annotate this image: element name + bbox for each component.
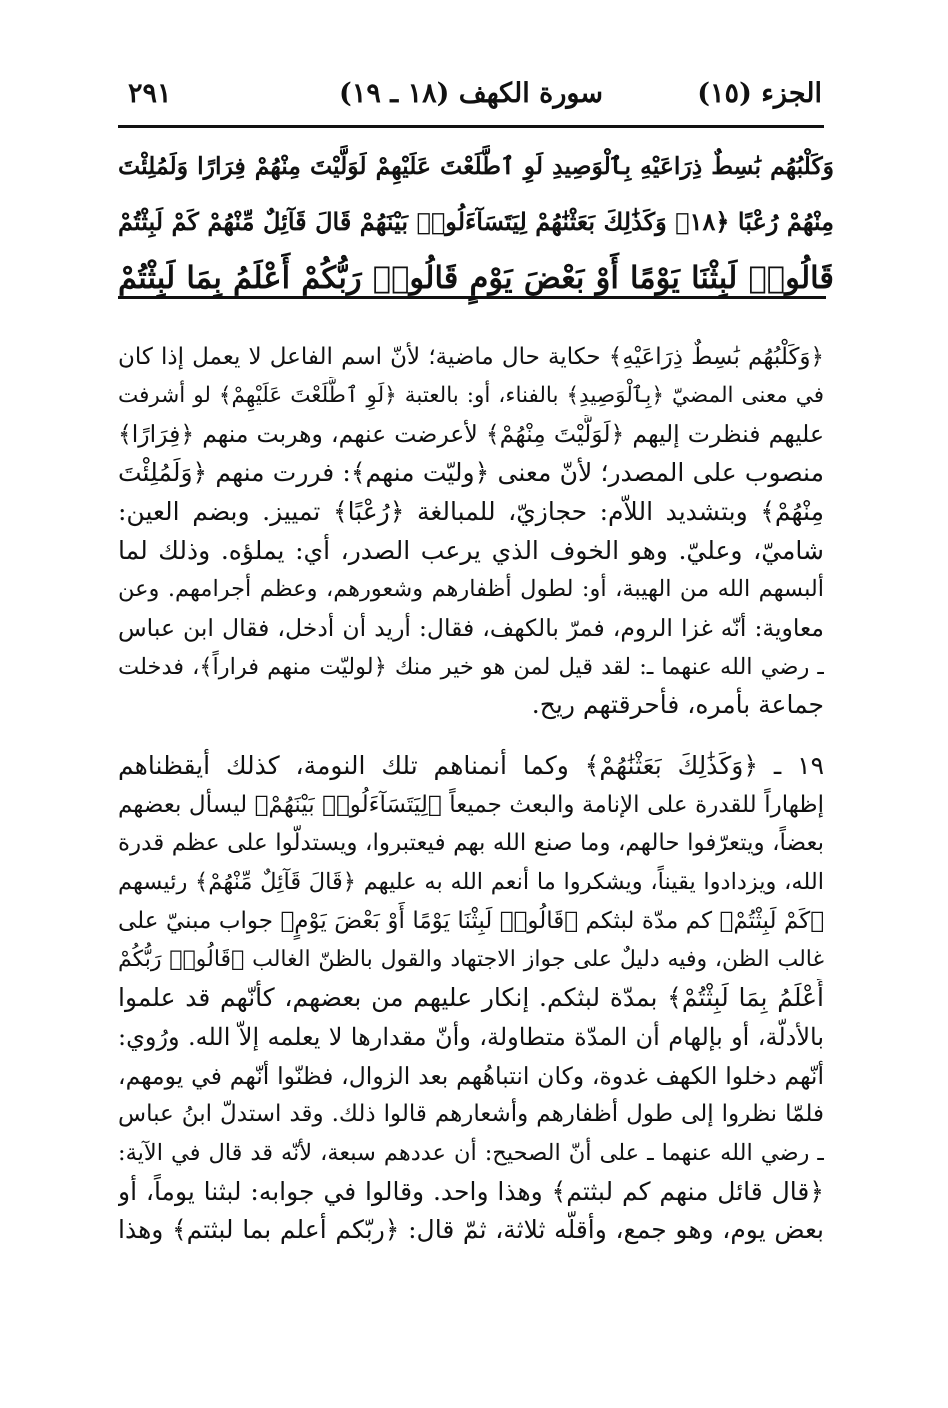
commentary-paragraph-2 <box>118 747 824 1250</box>
text-line: في معنى المضيّ ﴿بِٱلْوَصِيدِ﴾ بالفناء، أو: بالعتبة ﴿لَوِ ٱطَّلَعْتَ عَلَيْهِمْ﴾ لو أشرفت <box>118 382 824 408</box>
commentary-paragraph-1 <box>118 338 824 725</box>
page-number: ٢٩١ <box>128 78 172 109</box>
verse-divider <box>118 296 826 299</box>
text-line: ألبسهم الله من الهيبة، أو: لطول أظفارهم وشعورهم، وعظم أجرامهم. وعن <box>118 576 824 603</box>
quran-line: قَالُوا۟ لَبِثْنَا يَوْمًا أَوْ بَعْضَ يَوْمٍ قَالُوا۟ رَبُّكُمْ أَعْلَمُ بِمَا لَبِثْتُمْ <box>118 260 834 296</box>
quran-line: مِنْهُمْ رُعْبًا ﴿١٨﴾ وَكَذَٰلِكَ بَعَثْنَٰهُمْ لِيَتَسَآءَلُوا۟ بَيْنَهُمْ قَالَ قَآئِلٌ مِّنْهُمْ كَمْ لَبِثْتُمْ <box>118 207 834 236</box>
paragraph-gap <box>118 725 824 747</box>
text-line: بالأدلّة، أو بإلهام أن المدّة متطاولة، وأنّ مقدارها لا يعلمه إلاّ الله. ورُوي: <box>118 1022 824 1051</box>
text-line: منصوب على المصدر؛ لأنّ معنى ﴿وليّت منهم﴾: فررت منهم ﴿وَلَمُلِئْتَ <box>118 458 824 488</box>
text-line: ١٩ ـ ﴿وَكَذَٰلِكَ بَعَثْنَٰهُمْ﴾ وكما أنمناهم تلك النومة، كذلك أيقظناهم <box>118 751 824 781</box>
text-line: بعض يوم، وهو جمع، وأقلّه ثلاثة، ثمّ قال: ﴿ربّكم أعلم بما لبثتم﴾ وهذا <box>118 1215 824 1245</box>
text-line: أنّهم دخلوا الكهف غدوة، وكان انتباهُهم بعد الزوال، فظنّوا أنّهم في يومهم، <box>118 1061 824 1090</box>
text-line: جماعة بأمره، فأحرقتهم ريح. <box>531 690 824 720</box>
text-line: ـ رضي الله عنهما ـ على أنّ الصحيح: أن عددهم سبعة، لأنّه قد قال في الآية: <box>118 1140 824 1167</box>
text-line: ﴿كَمْ لَبِثْتُمْ﴾ كم مدّة لبثكم ﴿قَالُوا۟ لَبِثْنَا يَوْمًا أَوْ بَعْضَ يَوْمٍ﴾ جواب مبنيّ على <box>118 907 824 934</box>
text-line: شاميّ، وعليّ. وهو الخوف الذي يرعب الصدر، أي: يملؤه. وذلك لما <box>118 535 824 565</box>
commentary-body <box>118 338 824 1250</box>
quran-verse-block <box>118 138 834 306</box>
text-line: ﴿قال قائل منهم كم لبثتم﴾ وهذا واحد. وقالوا في جوابه: لبثنا يوماً، أو <box>118 1176 824 1206</box>
text-line: إظهاراً للقدرة على الإنامة والبعث جميعاً ﴿لِيَتَسَآءَلُوا۟ بَيْنَهُمْ﴾ ليسأل بعضهم <box>118 791 824 818</box>
text-line: أَعْلَمُ بِمَا لَبِثْتُمْ﴾ بمدّة لبثكم. إنكار عليهم من بعضهم، كأنّهم قد علموا <box>118 983 824 1013</box>
text-line: معاوية: أنّه غزا الروم، فمرّ بالكهف، فقال: أريد أن أدخل، فقال ابن عباس <box>118 613 824 642</box>
text-line: عليهم فنظرت إليهم ﴿لَوَلَّيْتَ مِنْهُمْ﴾ لأعرضت عنهم، وهربت منهم ﴿فِرَارًا﴾ <box>118 420 824 449</box>
surah-title: سورة الكهف (١٨ ـ ١٩) <box>339 78 603 109</box>
part-label: الجزء (١٥) <box>697 78 822 109</box>
text-line: ﴿وَكَلْبُهُم بَٰسِطٌ ذِرَاعَيْهِ﴾ حكاية حال ماضية؛ لأنّ اسم الفاعل لا يعمل إذا كان <box>118 344 824 370</box>
text-line: الله، ويزدادوا يقيناً، ويشكروا ما أنعم الله به عليهم ﴿قَالَ قَآئِلٌ مِّنْهُمْ﴾ رئيسهم <box>118 869 824 896</box>
text-line: بعضاً، ويتعرّفوا حالهم، وما صنع الله بهم فيعتبروا، ويستدلّوا على عظم قدرة <box>118 830 824 857</box>
header-divider <box>118 125 824 128</box>
text-line: غالب الظن، وفيه دليلٌ على جواز الاجتهاد والقول بالظنّ الغالب ﴿قَالُوا۟ رَبُّكُمْ <box>118 946 824 972</box>
text-line: مِنْهُمْ﴾ وبتشديد اللاّم: حجازيّ، للمبالغة ﴿رُعْبًا﴾ تمييز. وبضم العين: <box>118 496 824 526</box>
page-header <box>120 78 822 118</box>
text-line: ـ رضي الله عنهما ـ: لقد قيل لمن هو خير منك ﴿لوليّت منهم فراراً﴾، فدخلت <box>118 653 824 680</box>
quran-line: وَكَلْبُهُم بَٰسِطٌ ذِرَاعَيْهِ بِٱلْوَصِيدِ لَوِ ٱطَّلَعْتَ عَلَيْهِمْ لَوَلَّيْتَ مِنْهُمْ فِرَارًا وَلَمُلِئْتَ <box>118 152 834 180</box>
text-line: فلمّا نظروا إلى طول أظفارهم وأشعارهم قالوا ذلك. وقد استدلّ ابنُ عباس <box>118 1101 824 1128</box>
